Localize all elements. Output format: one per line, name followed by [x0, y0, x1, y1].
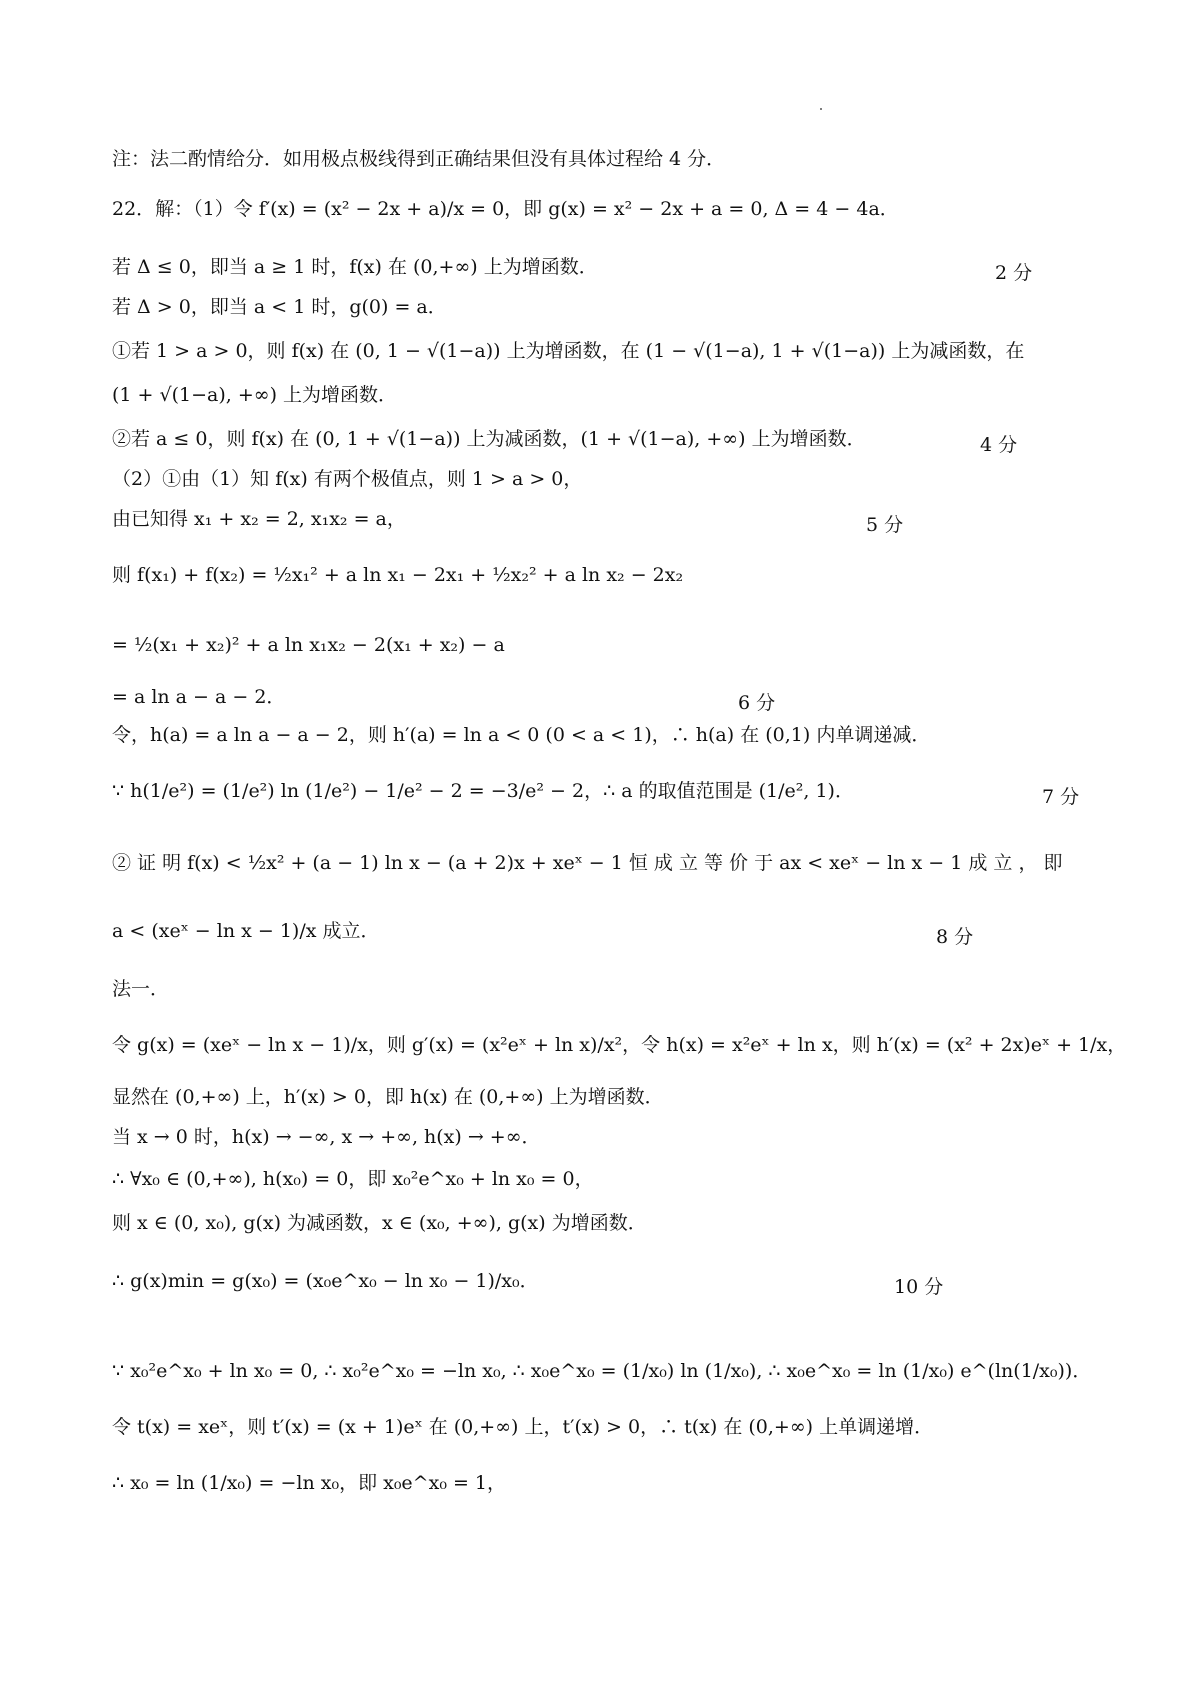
- score-mark: 4 分: [980, 434, 1018, 456]
- solution-line: = a ln a − a − 2．: [112, 686, 286, 708]
- solution-line: 显然在 (0,+∞) 上，h′(x) > 0，即 h(x) 在 (0,+∞) 上为增函数．: [112, 1086, 664, 1108]
- solution-line: ∴ x₀ = ln (1/x₀) = −ln x₀，即 x₀e^x₀ = 1，: [112, 1472, 507, 1494]
- solution-line: ∵ x₀²e^x₀ + ln x₀ = 0, ∴ x₀²e^x₀ = −ln x₀, ∴ x₀e^x₀ = (1/x₀) ln (1/x₀), ∴ x₀e^x₀ = ln (1/x₀) e^(ln(1/x₀))．: [112, 1360, 1092, 1382]
- score-mark: 5 分: [866, 514, 904, 536]
- method-heading: 法一．: [112, 978, 170, 1000]
- solution-line: 则 x ∈ (0, x₀), g(x) 为减函数，x ∈ (x₀, +∞), g(x) 为增函数．: [112, 1212, 647, 1234]
- solution-line: 由已知得 x₁ + x₂ = 2, x₁x₂ = a，: [112, 508, 406, 530]
- solution-line: a < (xeˣ − ln x − 1)/x 成立．: [112, 920, 380, 942]
- solution-line: 则 f(x₁) + f(x₂) = ½x₁² + a ln x₁ − 2x₁ + ½x₂² + a ln x₂ − 2x₂: [112, 564, 684, 586]
- solution-line: 若 Δ > 0，即当 a < 1 时，g(0) = a．: [112, 296, 447, 318]
- score-mark: 6 分: [738, 692, 776, 714]
- solution-line: 令 t(x) = xeˣ，则 t′(x) = (x + 1)eˣ 在 (0,+∞) 上，t′(x) > 0，∴ t(x) 在 (0,+∞) 上单调递增．: [112, 1416, 934, 1438]
- solution-line: 若 Δ ≤ 0，即当 a ≥ 1 时，f(x) 在 (0,+∞) 上为增函数．: [112, 256, 598, 278]
- solution-line: ∴ g(x)min = g(x₀) = (x₀e^x₀ − ln x₀ − 1)/x₀．: [112, 1270, 539, 1292]
- note-line: 注：法二酌情给分．如用极点极线得到正确结果但没有具体过程给 4 分．: [112, 148, 726, 170]
- score-mark: 10 分: [894, 1276, 944, 1298]
- solution-line: 令，h(a) = a ln a − a − 2，则 h′(a) = ln a < 0 (0 < a < 1)，∴ h(a) 在 (0,1) 内单调递减．: [112, 724, 931, 746]
- solution-line: （2）①由（1）知 f(x) 有两个极值点，则 1 > a > 0，: [112, 468, 583, 490]
- score-mark: 7 分: [1042, 786, 1080, 808]
- scan-speck: [820, 108, 822, 110]
- solution-line: ∵ h(1/e²) = (1/e²) ln (1/e²) − 1/e² − 2 = −3/e² − 2，∴ a 的取值范围是 (1/e², 1)．: [112, 780, 854, 802]
- solution-line: = ½(x₁ + x₂)² + a ln x₁x₂ − 2(x₁ + x₂) − a: [112, 634, 505, 656]
- solution-line: ② 证 明 f(x) < ½x² + (a − 1) ln x − (a + 2)x + xeˣ − 1 恒 成 立 等 价 于 ax < xeˣ − ln x − 1 成 立 ， 即: [112, 852, 1063, 874]
- solution-line: ②若 a ≤ 0，则 f(x) 在 (0, 1 + √(1−a)) 上为减函数，(1 + √(1−a), +∞) 上为增函数．: [112, 428, 866, 450]
- solution-line: 当 x → 0 时，h(x) → −∞, x → +∞, h(x) → +∞．: [112, 1126, 541, 1148]
- score-mark: 2 分: [995, 262, 1033, 284]
- solution-line: ①若 1 > a > 0，则 f(x) 在 (0, 1 − √(1−a)) 上为增函数，在 (1 − √(1−a), 1 + √(1−a)) 上为减函数，在: [112, 340, 1025, 362]
- score-mark: 8 分: [936, 926, 974, 948]
- solution-line: 22．解：（1）令 f′(x) = (x² − 2x + a)/x = 0，即 g(x) = x² − 2x + a = 0, Δ = 4 − 4a．: [112, 198, 899, 220]
- solution-line: ∴ ∀x₀ ∈ (0,+∞), h(x₀) = 0，即 x₀²e^x₀ + ln x₀ = 0，: [112, 1168, 594, 1190]
- solution-line: (1 + √(1−a), +∞) 上为增函数．: [112, 384, 398, 406]
- solution-line: 令 g(x) = (xeˣ − ln x − 1)/x，则 g′(x) = (x²eˣ + ln x)/x²，令 h(x) = x²eˣ + ln x，则 h′(x) = (x² + 2x)eˣ + 1/x，: [112, 1034, 1127, 1056]
